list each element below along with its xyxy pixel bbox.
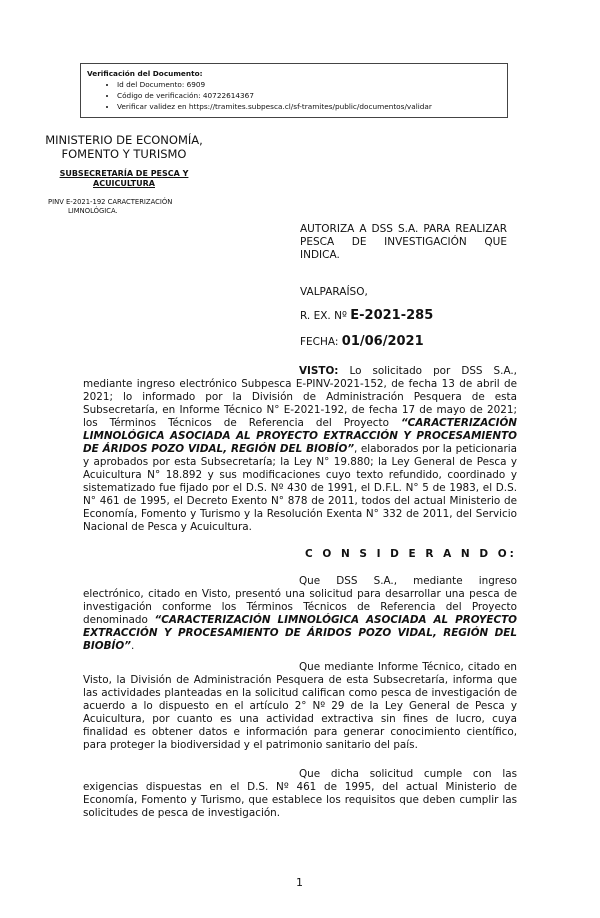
page-number: 1 — [296, 876, 303, 889]
consid-p1-end: . — [130, 640, 135, 652]
verification-title: Verificación del Documento: — [87, 69, 203, 78]
considerando-paragraph-2 — [83, 661, 517, 752]
resolution-number — [300, 308, 433, 323]
verification-url[interactable]: • Verificar validez en https://tramites.subpesca.cl/sf-tramites/public/documentos/validar — [117, 101, 501, 112]
visto-paragraph — [83, 365, 517, 534]
date-value: 01/06/2021 — [341, 334, 424, 349]
visto-text-1: Lo solicitado por DSS S.A., mediante ingreso electrónico Subpesca E-PINV-2021-152, de fecha 13 de abril de 2021; lo informado por la División de Administración Pesquera de esta Subsecretaría, en Informe Técnico N° E-2021-192, de fecha 17 de mayo de 2021; los Términos Técnicos de Referencia del Proyecto — [83, 365, 517, 429]
consid-p3-text: Que dicha solicitud cumple con las exigencias dispuestas en el D.S. Nº 461 de 1995, del actual Ministerio de Economía, Fomento y Turismo, que establece los requisitos que deben cumplir las solicitudes de pesca de investigación. — [83, 768, 517, 819]
consid-p1-project: “CARACTERIZACIÓN LIMNOLÓGICA ASOCIADA AL PROYECTO EXTRACCIÓN Y PROCESAMIENTO DE ÁRIDOS POZO VIDAL, REGIÓN DEL BIOBÍO” — [83, 614, 517, 652]
resolution-summary: AUTORIZA A DSS S.A. PARA REALIZAR PESCA DE INVESTIGACIÓN QUE INDICA. — [300, 223, 507, 261]
verification-code: • Código de verificación: 40722614367 — [117, 90, 501, 101]
subsecretaria-line-2: ACUICULTURA — [93, 179, 155, 188]
considerando-paragraph-1 — [83, 575, 517, 653]
resolution-label: R. EX. Nº — [300, 310, 347, 322]
pinv-line-2: LIMNOLÓGICA. — [68, 207, 118, 215]
resolution-date — [300, 334, 424, 349]
ministry-line-2: FOMENTO Y TURISMO — [61, 147, 187, 161]
resolution-value: E-2021-285 — [350, 308, 434, 323]
visto-text-2: , elaborados por la peticionaria y aprobados por esta Subsecretaría; la Ley N° 19.880; la Ley General de Pesca y Acuicultura N° 18.892 y sus modificaciones cuyo texto refundido, coordinado y sistematizado fue fijado por el D.S. Nº 430 de 1991, el D.F.L. N° 5 de 1983, el D.S. N° 461 de 1995, el Decreto Exento N° 878 de 2011, todos del actual Ministerio de Economía, Fomento y Turismo y la Resolución Exenta N° 332 de 2011, del Servicio Nacional de Pesca y Acuicultura. — [83, 443, 517, 533]
pinv-line-1: PINV E-2021-192 CARACTERIZACIÓN — [48, 198, 173, 206]
ministry-line-1: MINISTERIO DE ECONOMÍA, — [45, 133, 203, 147]
verification-box — [80, 63, 508, 118]
ministry-name — [40, 133, 208, 161]
consid-p1-text: Que DSS S.A., mediante ingreso electrónico, citado en Visto, presentó una solicitud para desarrollar una pesca de investigación conforme los Términos Técnicos de Referencia del Proyecto denominado — [83, 575, 517, 626]
considerando-paragraph-3 — [83, 768, 517, 820]
verification-list — [87, 79, 501, 112]
visto-project: “CARACTERIZACIÓN LIMNOLÓGICA ASOCIADA AL PROYECTO EXTRACCIÓN Y PROCESAMIENTO DE ÁRIDOS POZO VIDAL, REGIÓN DEL BIOBÍO” — [83, 417, 517, 455]
pinv-reference — [48, 198, 218, 216]
subsecretaria-line-1: SUBSECRETARÍA DE PESCA Y — [59, 169, 189, 178]
considerando-heading: C O N S I D E R A N D O: — [305, 548, 517, 560]
consid-p2-text: Que mediante Informe Técnico, citado en Visto, la División de Administración Pesquera de esta Subsecretaría, informa que las actividades planteadas en la solicitud califican como pesca de investigación de acuerdo a lo dispuesto en el artículo 2° Nº 29 de la Ley General de Pesca y Acuicultura, por cuanto es una actividad extractiva sin fines de lucro, cuya finalidad es obtener datos e información para generar conocimiento científico, para proteger la biodiversidad y el patrimonio sanitario del país. — [83, 661, 517, 751]
verification-id: • Id del Documento: 6909 — [117, 79, 501, 90]
place: VALPARAÍSO, — [300, 286, 368, 298]
date-label: FECHA: — [300, 336, 339, 348]
visto-label: VISTO: — [299, 365, 339, 377]
subsecretaria-name — [40, 169, 208, 189]
